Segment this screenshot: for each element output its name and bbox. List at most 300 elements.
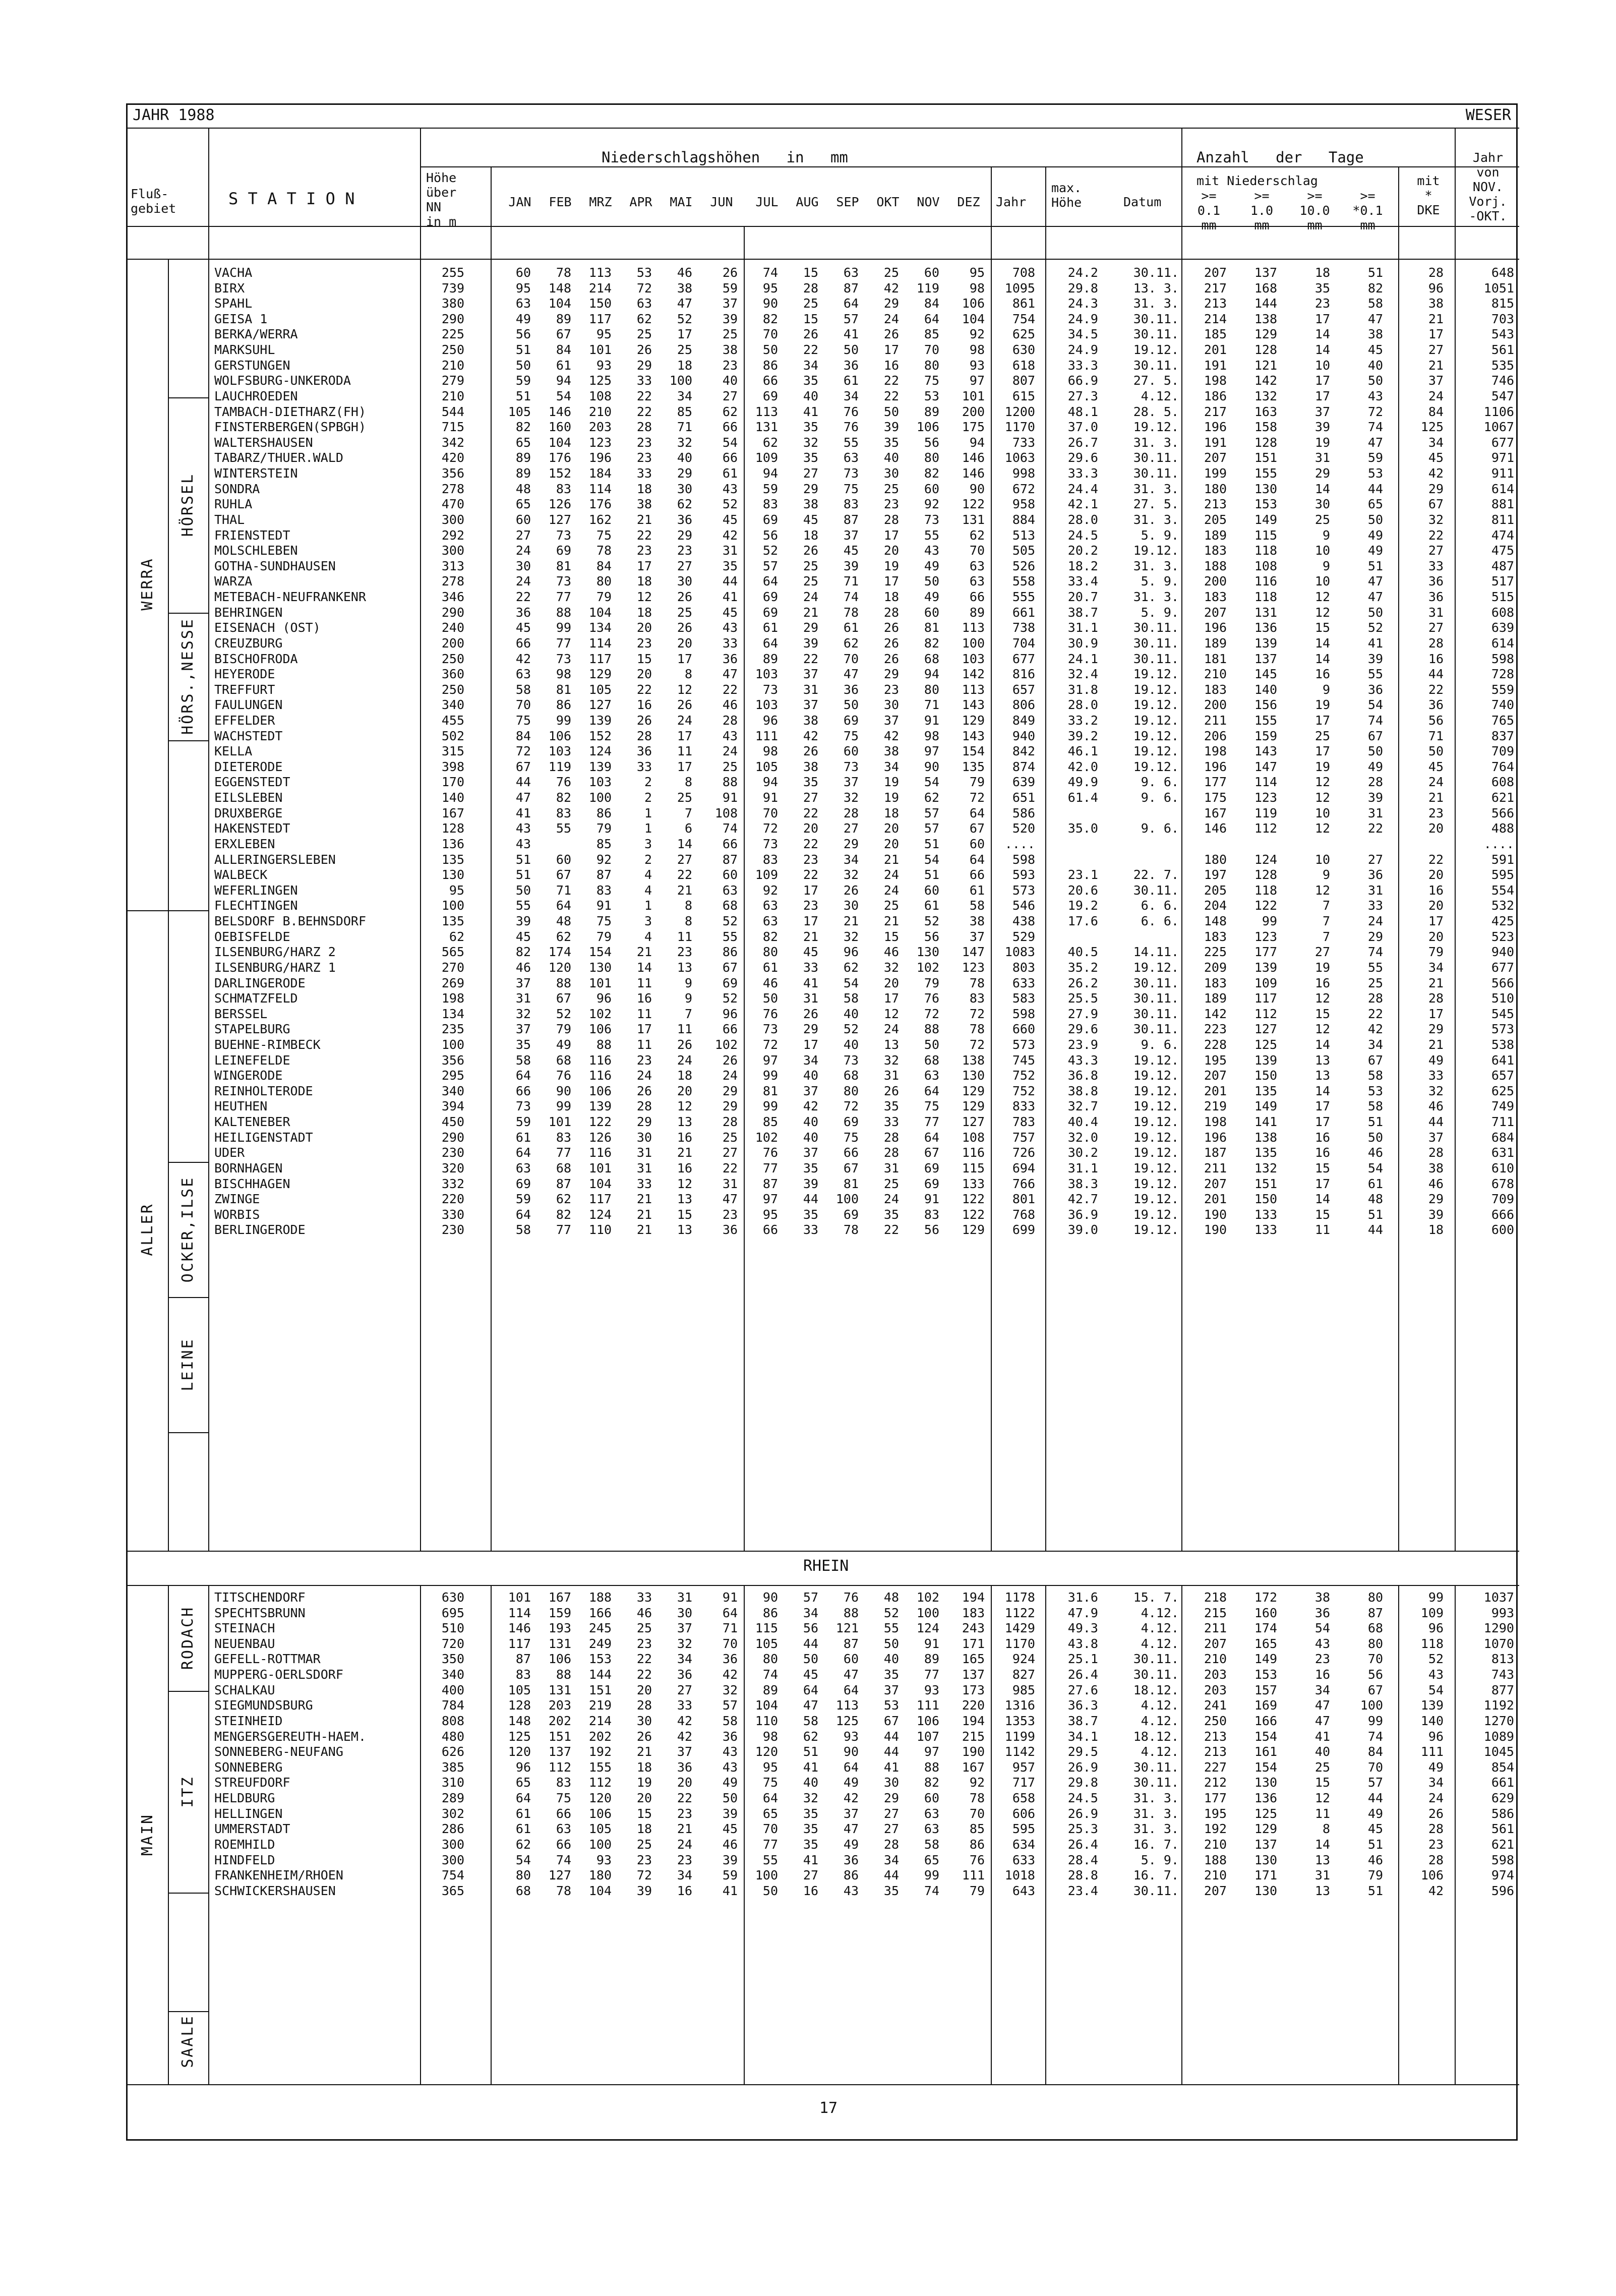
station-value: 50 <box>762 1883 778 1898</box>
station-name: SONNEBERG-NEUFANG <box>214 1744 343 1759</box>
station-row <box>128 1207 1519 1223</box>
station-value: 62 <box>843 635 859 651</box>
station-name: BERLINGERODE <box>214 1222 306 1238</box>
station-value: 50 <box>1428 744 1444 759</box>
station-value: 6. 6. <box>1141 898 1179 913</box>
station-value: 911 <box>1491 466 1514 481</box>
station-value: 98 <box>762 1729 778 1744</box>
station-value: 37 <box>515 1022 531 1037</box>
station-value: 159 <box>1254 728 1277 743</box>
station-value: 45 <box>803 512 818 527</box>
station-value: 630 <box>441 1590 464 1605</box>
station-name: DARLINGERODE <box>214 975 306 990</box>
station-value: 47 <box>677 296 692 311</box>
station-value: 18 <box>883 805 899 820</box>
station-value: 215 <box>962 1729 985 1744</box>
station-value: 32 <box>843 929 859 944</box>
station-value: 1122 <box>1004 1605 1035 1620</box>
station-value: 151 <box>548 1729 571 1744</box>
station-value: 142 <box>1204 1006 1227 1021</box>
station-value: 212 <box>1204 1775 1227 1790</box>
station-name: LAUCHROEDEN <box>214 388 298 403</box>
station-value: 22 <box>803 836 818 851</box>
station-value: 40 <box>883 450 899 465</box>
station-value: 80 <box>924 358 939 373</box>
station-value: 23.4 <box>1067 1883 1098 1898</box>
station-value: 78 <box>596 543 612 558</box>
station-value: 54 <box>1367 1160 1383 1175</box>
station-name: EGGENSTEDT <box>214 775 290 790</box>
station-value: 113 <box>962 682 985 697</box>
station-value: 110 <box>588 1222 612 1238</box>
station-value: 102 <box>714 1037 738 1052</box>
station-value: 42 <box>803 728 818 743</box>
station-value: 22 <box>1367 821 1383 836</box>
station-value: 150 <box>588 296 612 311</box>
station-value: 30.11. <box>1133 1006 1179 1021</box>
station-value: 135 <box>962 759 985 774</box>
station-value: 50 <box>762 342 778 358</box>
station-value: 22 <box>1428 852 1444 867</box>
station-value: 114 <box>508 1605 531 1620</box>
station-value: 123 <box>588 435 612 450</box>
station-value: 34.5 <box>1067 327 1098 342</box>
station-value: 111 <box>1420 1744 1444 1759</box>
station-value: 196 <box>1204 620 1227 635</box>
station-value: 42 <box>677 1713 692 1728</box>
station-value: 159 <box>548 1605 571 1620</box>
station-value: 43 <box>722 1759 738 1775</box>
station-value: 99 <box>1428 1590 1444 1605</box>
station-value: 29.6 <box>1067 450 1098 465</box>
station-value: 300 <box>441 543 464 558</box>
station-value: 156 <box>1254 697 1277 713</box>
station-value: 346 <box>441 590 464 605</box>
station-value: 46 <box>1428 1099 1444 1114</box>
months-second-half <box>747 195 989 210</box>
station-value: 21 <box>843 914 859 929</box>
station-value: 99 <box>924 1868 939 1883</box>
station-value: 45 <box>1428 759 1444 774</box>
station-value: 72 <box>762 1037 778 1052</box>
station-value: 49 <box>924 590 939 605</box>
threshold-header: >= *0.1 mm <box>1352 189 1383 232</box>
station-name: WINTERSTEIN <box>214 466 298 481</box>
station-value: 35 <box>803 775 818 790</box>
station-value: 55 <box>1367 960 1383 975</box>
station-value: 749 <box>1491 1099 1514 1114</box>
station-value: 62 <box>556 929 571 944</box>
station-value: 813 <box>1491 1652 1514 1667</box>
station-value: 61 <box>843 620 859 635</box>
station-value: 83 <box>556 481 571 496</box>
station-value: 21 <box>636 1192 652 1207</box>
station-value: 79 <box>556 1022 571 1037</box>
station-value: 41 <box>803 1759 818 1775</box>
station-value: 87 <box>762 1176 778 1191</box>
station-value: 31. 3. <box>1133 481 1179 496</box>
station-value: 61 <box>515 1821 531 1837</box>
station-value: 28 <box>1428 1852 1444 1867</box>
station-value: 23 <box>1428 1837 1444 1852</box>
station-value: 176 <box>548 450 571 465</box>
station-value: 65 <box>924 1852 939 1867</box>
station-value: 78 <box>843 605 859 620</box>
station-value: 131 <box>1254 605 1277 620</box>
station-value: 63 <box>924 1068 939 1083</box>
station-value: 160 <box>548 420 571 435</box>
station-row <box>128 605 1519 621</box>
station-value: 129 <box>962 713 985 728</box>
station-value: 113 <box>755 404 778 419</box>
station-value: 12 <box>636 590 652 605</box>
station-value: 1037 <box>1483 1590 1514 1605</box>
station-value: 66 <box>722 836 738 851</box>
station-value: 47 <box>1367 590 1383 605</box>
station-name: WEFERLINGEN <box>214 882 298 898</box>
station-value: 67 <box>515 759 531 774</box>
station-value: 42 <box>843 1791 859 1806</box>
station-value: 46 <box>1367 1852 1383 1867</box>
station-name: TREFFURT <box>214 682 275 697</box>
station-value: 60 <box>515 265 531 280</box>
station-value: 21 <box>636 1744 652 1759</box>
station-value: 7 <box>684 1006 692 1021</box>
station-value: 15 <box>677 1207 692 1222</box>
station-value: 34 <box>1428 435 1444 450</box>
station-value: 69 <box>762 388 778 403</box>
months-first-half <box>500 195 742 210</box>
station-value: 64 <box>762 635 778 651</box>
station-value: 40.4 <box>1067 1114 1098 1130</box>
station-value: 104 <box>755 1698 778 1713</box>
station-name: ILSENBURG/HARZ 2 <box>214 945 336 960</box>
station-row <box>128 1636 1519 1652</box>
station-name: WALBECK <box>214 867 268 882</box>
station-value: 26 <box>722 265 738 280</box>
station-value: 16. 7. <box>1133 1868 1179 1883</box>
station-value: 26 <box>1428 1806 1444 1821</box>
station-value: 31. 3. <box>1133 1791 1179 1806</box>
station-value: 764 <box>1491 759 1514 774</box>
station-value: 360 <box>441 667 464 682</box>
station-value: 111 <box>962 1868 985 1883</box>
station-value: 641 <box>1491 1052 1514 1068</box>
station-value: 269 <box>441 975 464 990</box>
station-value: 694 <box>1012 1160 1035 1175</box>
station-value: 38.7 <box>1067 605 1098 620</box>
station-value: 34 <box>1367 1037 1383 1052</box>
station-value: 28 <box>1367 991 1383 1006</box>
station-value: 129 <box>1254 1821 1277 1837</box>
station-value: 49.3 <box>1067 1621 1098 1636</box>
station-value: 993 <box>1491 1605 1514 1620</box>
station-value: 26 <box>722 1052 738 1068</box>
station-value: 801 <box>1012 1192 1035 1207</box>
station-value: 957 <box>1012 1759 1035 1775</box>
station-value: 20 <box>677 1083 692 1098</box>
station-value: 631 <box>1491 1145 1514 1160</box>
station-value: 14 <box>1314 342 1330 358</box>
station-value: 203 <box>1204 1667 1227 1682</box>
station-value: 46 <box>636 1605 652 1620</box>
station-value: 19.12. <box>1133 1176 1179 1191</box>
station-name: MOLSCHLEBEN <box>214 543 298 558</box>
rhein-label: RHEIN <box>803 1557 849 1575</box>
station-value: 148 <box>1204 914 1227 929</box>
station-value: 240 <box>441 620 464 635</box>
station-value: 46 <box>722 1837 738 1852</box>
station-value: 117 <box>508 1636 531 1651</box>
station-value: 99 <box>1367 1713 1383 1728</box>
station-name: SONDRA <box>214 481 260 496</box>
station-value: 22 <box>1367 1006 1383 1021</box>
station-value: 142 <box>1254 373 1277 388</box>
station-value: 45 <box>722 605 738 620</box>
station-value: 62 <box>924 790 939 805</box>
station-value: 488 <box>1491 821 1514 836</box>
station-value: 114 <box>588 481 612 496</box>
station-value: 849 <box>1012 713 1035 728</box>
station-value: 59 <box>722 280 738 296</box>
station-value: 27 <box>677 558 692 573</box>
station-value: 47 <box>843 1667 859 1682</box>
station-value: 27 <box>677 852 692 867</box>
station-value: 78 <box>556 1883 571 1898</box>
station-value: 75 <box>924 373 939 388</box>
station-value: 167 <box>548 1590 571 1605</box>
station-name: OEBISFELDE <box>214 929 290 944</box>
station-value: 49 <box>1367 1806 1383 1821</box>
station-value: 340 <box>441 1667 464 1682</box>
station-value: 66 <box>969 590 985 605</box>
station-value: 64 <box>515 1791 531 1806</box>
station-value: 54 <box>1314 1621 1330 1636</box>
station-value: 101 <box>962 388 985 403</box>
station-row <box>128 852 1519 868</box>
station-value: 24 <box>677 1837 692 1852</box>
station-row <box>128 1161 1519 1176</box>
station-value: 52 <box>677 311 692 326</box>
station-value: 29 <box>636 1114 652 1130</box>
station-value: 124 <box>588 1207 612 1222</box>
station-value: 940 <box>1012 728 1035 743</box>
station-value: 88 <box>924 1022 939 1037</box>
station-value: 205 <box>1204 512 1227 527</box>
station-value: 54 <box>924 852 939 867</box>
station-value: 18.12. <box>1133 1682 1179 1697</box>
station-value: 132 <box>1254 388 1277 403</box>
station-value: 35 <box>883 1099 899 1114</box>
station-value: 37 <box>843 775 859 790</box>
station-value: 97 <box>969 373 985 388</box>
station-value: 65 <box>1367 497 1383 512</box>
station-value: 38.8 <box>1067 1083 1098 1098</box>
header-jahr-von: Jahr von NOV. Vorj. -OKT. <box>1469 150 1507 223</box>
station-value: 66 <box>969 867 985 882</box>
station-value: 17 <box>883 527 899 543</box>
station-value: 31 <box>1367 882 1383 898</box>
station-value: 757 <box>1012 1130 1035 1145</box>
station-value: 191 <box>1204 435 1227 450</box>
station-value: 561 <box>1491 1821 1514 1837</box>
station-value: 83 <box>969 991 985 1006</box>
station-value: 83 <box>762 497 778 512</box>
station-name: DIETERODE <box>214 759 283 774</box>
station-value: 37 <box>803 1083 818 1098</box>
station-value: 150 <box>1254 1192 1277 1207</box>
station-value: 27.3 <box>1067 388 1098 403</box>
station-value: 27. 5. <box>1133 497 1179 512</box>
station-value: 162 <box>588 512 612 527</box>
station-value: 129 <box>962 1099 985 1114</box>
station-value: 117 <box>588 651 612 666</box>
station-value: 149 <box>1254 1652 1277 1667</box>
station-value: 26 <box>636 1083 652 1098</box>
station-value: 56 <box>515 327 531 342</box>
station-value: 129 <box>962 1083 985 1098</box>
station-value: 89 <box>762 1682 778 1697</box>
station-value: 340 <box>441 697 464 713</box>
station-value: 25 <box>883 1176 899 1191</box>
station-value: 27 <box>1314 945 1330 960</box>
station-value: 34 <box>1428 1775 1444 1790</box>
station-value: 94 <box>969 435 985 450</box>
station-value: 350 <box>441 1652 464 1667</box>
station-value: 30.11. <box>1133 1652 1179 1667</box>
station-value: 235 <box>441 1022 464 1037</box>
station-name: ZWINGE <box>214 1192 260 1207</box>
station-value: 24 <box>677 713 692 728</box>
station-value: 38 <box>803 713 818 728</box>
station-value: 59 <box>515 373 531 388</box>
station-value: 80 <box>1367 1636 1383 1651</box>
month-header: DEZ <box>957 195 980 209</box>
station-value: 455 <box>441 713 464 728</box>
station-value: 28. 5. <box>1133 404 1179 419</box>
station-value: 23 <box>722 358 738 373</box>
station-value: 34 <box>803 1605 818 1620</box>
station-value: 25 <box>1367 975 1383 990</box>
station-value: 102 <box>916 960 939 975</box>
station-name: GOTHA-SUNDHAUSEN <box>214 558 336 573</box>
station-value: 32 <box>843 790 859 805</box>
station-value: 15 <box>803 265 818 280</box>
station-value: 69 <box>843 1114 859 1130</box>
station-row <box>128 960 1519 976</box>
station-value: 510 <box>1491 991 1514 1006</box>
station-value: 661 <box>1491 1775 1514 1790</box>
threshold-header: >= 10.0 mm <box>1299 189 1330 232</box>
month-header: APR <box>629 195 652 209</box>
station-value: 5. 9. <box>1141 527 1179 543</box>
station-value: 112 <box>1254 821 1277 836</box>
station-value: 15 <box>883 929 899 944</box>
station-value: 23 <box>677 1852 692 1867</box>
station-value: 105 <box>588 1821 612 1837</box>
station-row <box>128 945 1519 960</box>
station-value: 172 <box>1254 1590 1277 1605</box>
station-value: 74 <box>722 821 738 836</box>
station-value: 72 <box>843 1099 859 1114</box>
station-value: 9 <box>1322 682 1330 697</box>
station-value: 46 <box>1367 1145 1383 1160</box>
station-value: 30 <box>677 574 692 589</box>
station-value: 27 <box>515 527 531 543</box>
station-value: 66 <box>515 635 531 651</box>
station-value: 30 <box>883 697 899 713</box>
station-value: 118 <box>1420 1636 1444 1651</box>
station-value: 15 <box>636 651 652 666</box>
station-value: 1200 <box>1004 404 1035 419</box>
station-value: 67 <box>722 960 738 975</box>
station-value: 26.7 <box>1067 435 1098 450</box>
station-value: 615 <box>1012 388 1035 403</box>
station-value: 21 <box>677 882 692 898</box>
station-value: 538 <box>1491 1037 1514 1052</box>
station-value: 974 <box>1491 1868 1514 1883</box>
station-value: 155 <box>1254 466 1277 481</box>
station-value: 101 <box>548 1114 571 1130</box>
station-value: 67 <box>556 991 571 1006</box>
basin-label: WESER <box>1465 106 1511 124</box>
station-value: 175 <box>1204 790 1227 805</box>
station-value: 43 <box>722 620 738 635</box>
station-value: 16 <box>1428 882 1444 898</box>
station-value: 15. 7. <box>1133 1590 1179 1605</box>
station-value: 598 <box>1491 1852 1514 1867</box>
station-value: 28 <box>883 605 899 620</box>
station-value: 129 <box>588 667 612 682</box>
station-value: 100 <box>916 1605 939 1620</box>
station-value: 94 <box>924 667 939 682</box>
station-value: 68 <box>843 1068 859 1083</box>
station-row <box>128 1883 1519 1899</box>
station-value: 811 <box>1491 512 1514 527</box>
station-value: 60 <box>924 882 939 898</box>
station-value: 25 <box>803 558 818 573</box>
station-value: 200 <box>1204 697 1227 713</box>
station-row <box>128 482 1519 497</box>
station-value: 78 <box>843 1222 859 1238</box>
station-value: 40 <box>803 1130 818 1145</box>
station-value: 36 <box>636 744 652 759</box>
station-value: 40 <box>677 450 692 465</box>
station-value: 41 <box>803 975 818 990</box>
station-value: 9. 6. <box>1141 1037 1179 1052</box>
station-value: 19.12. <box>1133 744 1179 759</box>
station-value: 25 <box>883 481 899 496</box>
station-row <box>128 1698 1519 1714</box>
station-value: 884 <box>1012 512 1035 527</box>
header-flussgebiet: Fluß- gebiet <box>131 187 176 216</box>
station-value: 28 <box>636 420 652 435</box>
station-value: 69 <box>556 543 571 558</box>
station-value: 210 <box>588 404 612 419</box>
station-value: 45 <box>803 945 818 960</box>
station-value: 9. 6. <box>1141 821 1179 836</box>
station-value: 23 <box>803 898 818 913</box>
station-value: 33 <box>677 1698 692 1713</box>
station-value: 595 <box>1491 867 1514 882</box>
station-value: 130 <box>1254 481 1277 496</box>
station-value: 38 <box>1428 1160 1444 1175</box>
station-value: 42 <box>1428 1883 1444 1898</box>
station-value: 37 <box>677 1621 692 1636</box>
station-value: 71 <box>677 420 692 435</box>
station-value: 40 <box>803 388 818 403</box>
station-value: 543 <box>1491 327 1514 342</box>
